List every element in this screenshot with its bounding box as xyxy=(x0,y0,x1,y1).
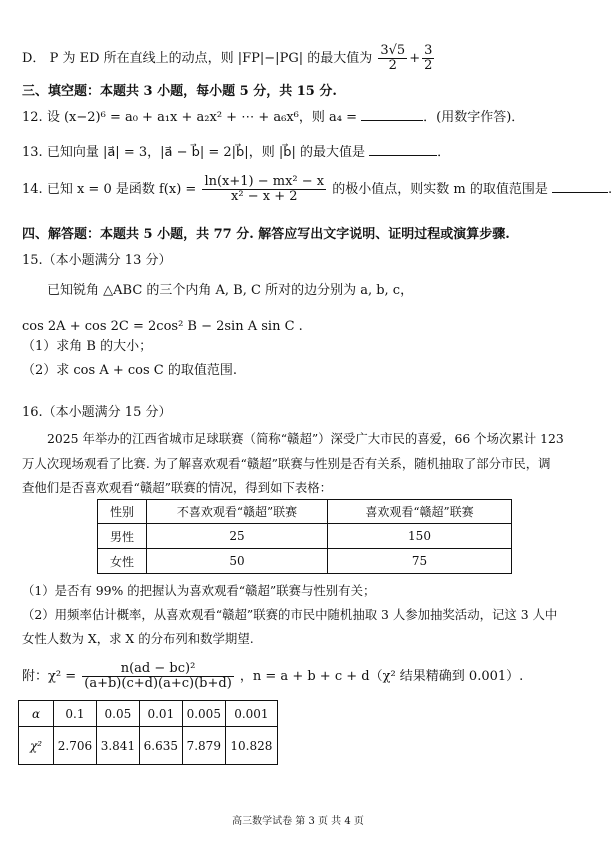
table-cell: 150 xyxy=(328,524,512,549)
table-cell: α xyxy=(19,701,54,727)
q16-sub-2a: （2）用频率估计概率，从喜欢观看“赣超”联赛的市民中随机抽取 3 人参加抽奖活动，记这 3 人中 xyxy=(22,607,558,622)
survey-table xyxy=(97,499,512,574)
q15-sub-1: （1）求角 B 的大小； xyxy=(22,339,153,354)
table-cell: χ² xyxy=(19,727,54,765)
option-d-label: D． xyxy=(22,51,46,66)
table-cell: 0.005 xyxy=(182,701,225,727)
section-3-title: 三、填空题：本题共 3 小题，每小题 5 分，共 15 分. xyxy=(22,84,337,99)
table-cell: 女性 xyxy=(98,549,147,574)
table-cell: 0.001 xyxy=(225,701,277,727)
question-12: 12. 设 (x−2)⁶ = a₀ + a₁x + a₂x² + ⋯ + a₆x⁶，则 a₄ = ．(用数字作答)． xyxy=(22,110,525,125)
table-cell: 6.635 xyxy=(139,727,182,765)
table-cell: 0.05 xyxy=(96,701,139,727)
answer-blank[interactable] xyxy=(552,180,608,193)
table-cell: 3.841 xyxy=(96,727,139,765)
table-cell: 0.1 xyxy=(54,701,97,727)
q15-sub-2: （2）求 cos A + cos C 的取值范围. xyxy=(22,363,237,378)
table-cell: 75 xyxy=(328,549,512,574)
table-cell: 10.828 xyxy=(225,727,277,765)
q15-line-1: 已知锐角 △ABC 的三个内角 A, B, C 所对的边分别为 a, b, c， xyxy=(47,283,414,298)
q16-para-3: 查他们是否喜欢观看“赣超”联赛的情况，得到如下表格： xyxy=(22,480,333,495)
answer-blank[interactable] xyxy=(369,143,437,156)
table-cell: 0.01 xyxy=(139,701,182,727)
option-d-text: P 为 ED 所在直线上的动点，则 |FP|−|PG| 的最大值为 xyxy=(49,51,373,66)
page-footer: 高三数学试卷 第 3 页 共 4 页 xyxy=(232,816,364,827)
table-cell: 25 xyxy=(147,524,328,549)
option-d-fraction-2: $\frac{3}{2}$ xyxy=(424,43,433,73)
table-cell: 7.879 xyxy=(182,727,225,765)
function-fraction: $\frac{\text{ln(x+1) − mx² − x}}{\text{x² − x + 2}}$ xyxy=(204,174,325,204)
q15-line-2: cos 2A + cos 2C = 2cos² B − 2sin A sin C . xyxy=(22,319,303,334)
question-13: 13. 已知向量 |a⃗| = 3，|a⃗ − b⃗| = 2|b⃗|，则 |b⃗| 的最大值是 ． xyxy=(22,145,451,160)
option-d-fraction-1: $\frac{3√5}{2}$ xyxy=(380,43,406,73)
appendix-formula: 附：χ² = $\frac{\text{n(ad − bc)²}}{(a+b)(c+d)(a+c)(b+d)}$ ，n = a + b + c + d（χ² 结果精确到 0.001）. xyxy=(22,661,524,691)
chi-square-table xyxy=(18,700,278,765)
option-d: D． P 为 ED 所在直线上的动点，则 |FP|−|PG| 的最大值为 $\frac{3√5}{2}$ + $\frac{3}{2}$ xyxy=(22,43,433,73)
table-header-cell: 不喜欢观看“赣超”联赛 xyxy=(147,500,328,524)
q16-sub-1: （1）是否有 99% 的把握认为喜欢观看“赣超”联赛与性别有关； xyxy=(22,583,376,598)
section-4-title: 四、解答题：本题共 5 小题，共 77 分. 解答应写出文字说明、证明过程或演算步骤. xyxy=(22,227,510,242)
table-header-cell: 喜欢观看“赣超”联赛 xyxy=(328,500,512,524)
table-cell: 50 xyxy=(147,549,328,574)
q16-header: 16.（本小题满分 15 分） xyxy=(22,405,172,420)
table-cell: 男性 xyxy=(98,524,147,549)
answer-blank[interactable] xyxy=(361,108,423,121)
chi-square-fraction: $\frac{\text{n(ad − bc)²}}{(a+b)(c+d)(a+c)(b+d)}$ xyxy=(84,661,232,691)
q16-para-2: 万人次现场观看了比赛. 为了解喜欢观看“赣超”联赛与性别是否有关系，随机抽取了部分市民，调 xyxy=(22,456,551,471)
table-cell: 2.706 xyxy=(54,727,97,765)
question-14: 14. 已知 x = 0 是函数 f(x) = $\frac{\text{ln(x+1) − mx² − x}}{\text{x² − x + 2}}$ 的极小值点，则实数 m 的取值范围是 . xyxy=(22,174,612,204)
q16-para-1: 2025 年举办的江西省城市足球联赛（简称“赣超”）深受广大市民的喜爱，66 个场次累计 123 xyxy=(47,431,564,446)
table-header-cell: 性别 xyxy=(98,500,147,524)
q15-header: 15.（本小题满分 13 分） xyxy=(22,253,172,268)
q16-sub-2b: 女性人数为 X，求 X 的分布列和数学期望. xyxy=(22,631,254,646)
